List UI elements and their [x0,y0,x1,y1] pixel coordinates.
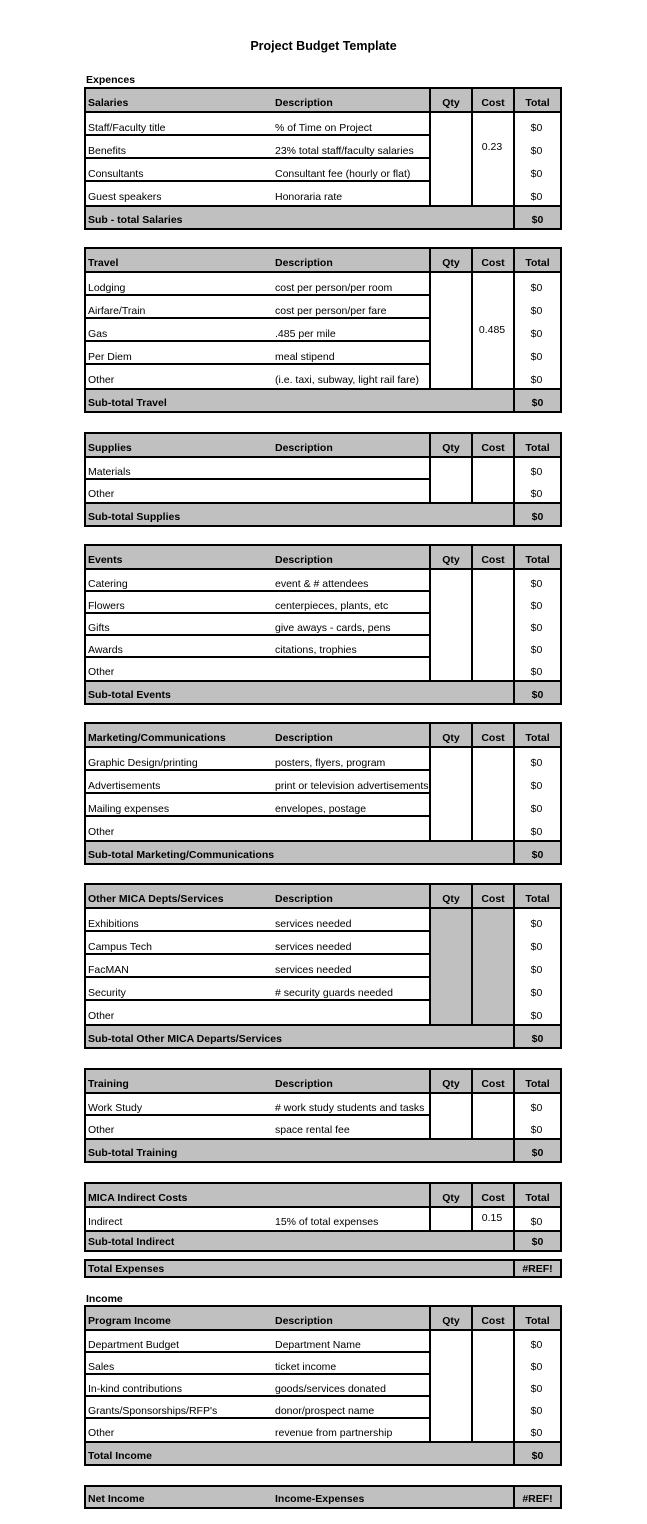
indirect-body [86,1208,560,1230]
events-subtotal-row [86,680,560,703]
subtotal-value: $0 [513,1140,560,1161]
table-row [86,794,560,817]
column-line [513,273,515,388]
row-cost [471,748,513,771]
row-total: $0 [530,941,543,953]
row-name: Staff/Faculty title [88,122,166,134]
row-total: $0 [530,1339,543,1351]
subtotal-value: $0 [513,1443,560,1464]
column-header-cost: Cost [471,885,513,907]
row-description: citations, trophies [275,644,357,656]
subtotal-value: $0 [513,207,560,228]
column-line [471,570,473,680]
column-header-description: Description [275,257,333,269]
row-name: Other [88,666,115,678]
row-description: event & # attendees [275,578,369,590]
column-header-cost: Cost [471,546,513,568]
row-cost [471,1001,513,1024]
row-name: Gifts [88,622,110,634]
row-name: Advertisements [88,780,161,792]
row-total: $0 [530,374,543,386]
row-name: Department Budget [88,1339,180,1351]
total-expenses-value: #REF! [513,1261,560,1276]
table-row [86,319,560,342]
column-header-description: Description [275,442,333,454]
travel-body [86,273,560,388]
column-header-description: Description [275,732,333,744]
subtotal-label: Sub-total Supplies [88,511,181,523]
mica_depts-body [86,909,560,1024]
travel-subtotal-row [86,388,560,411]
row-total: $0 [530,644,543,656]
row-total: $0 [530,1010,543,1022]
row-name: In-kind contributions [88,1383,182,1395]
column-header-cost: Cost [471,1184,513,1206]
table-row [86,771,560,794]
row-description: revenue from partnership [275,1427,393,1439]
table-row [86,458,560,480]
row-cost [471,365,513,388]
row-cost [471,658,513,680]
column-line [429,458,431,502]
net-income-label: Net Income [88,1493,145,1505]
row-total: $0 [530,666,543,678]
row-description: # work study students and tasks [275,1102,425,1114]
column-line [429,748,431,840]
subtotal-label: Sub-total Training [88,1147,178,1159]
column-header-total: Total [513,1070,560,1092]
row-total: $0 [530,803,543,815]
table-row [86,113,560,136]
row-name: Per Diem [88,351,132,363]
table-row [86,1419,560,1441]
row-cost [471,1375,513,1397]
total-expenses-row [84,1259,562,1278]
row-name: Sales [88,1361,115,1373]
row-description: posters, flyers, program [275,757,386,769]
row-total: $0 [530,964,543,976]
row-description: cost per person/per room [275,282,393,294]
row-cost [471,794,513,817]
column-line [429,570,431,680]
row-name: Benefits [88,145,126,157]
column-header-total: Total [513,724,560,746]
column-line [471,748,473,840]
column-header-description: Description [275,554,333,566]
section-header: Other MICA Depts/Services [88,893,224,905]
row-name: Indirect [88,1216,123,1228]
salaries-subtotal-row [86,205,560,228]
subtotal-label: Total Income [88,1450,152,1462]
column-header-total: Total [513,89,560,111]
salaries-header-row [86,89,560,113]
row-cost [471,1116,513,1138]
row-cost [471,342,513,365]
row-total: $0 [530,757,543,769]
column-header-total: Total [513,1184,560,1206]
row-name: Catering [88,578,128,590]
row-description: services needed [275,941,352,953]
marketing-subtotal-row [86,840,560,863]
row-cost [471,1397,513,1419]
table-row [86,1116,560,1138]
row-cost [471,614,513,636]
column-line [513,1094,515,1138]
subtotal-value: $0 [513,504,560,525]
net-income-value: #REF! [513,1487,560,1507]
training-table [84,1068,562,1163]
column-header-description: Description [275,97,333,109]
column-line [513,113,515,205]
row-description: Consultant fee (hourly or flat) [275,168,411,180]
column-header-cost: Cost [471,89,513,111]
column-line [471,1208,473,1230]
row-name: Other [88,374,115,386]
subtotal-label: Sub-total Events [88,689,171,701]
training-subtotal-row [86,1138,560,1161]
row-description: 15% of total expenses [275,1216,379,1228]
subtotal-value: $0 [513,390,560,411]
subtotal-label: Sub-total Other MICA Departs/Services [88,1033,282,1045]
table-row [86,136,560,159]
row-cost [471,592,513,614]
column-header-total: Total [513,249,560,271]
row-description: goods/services donated [275,1383,386,1395]
income-label: Income [86,1293,123,1305]
column-header-description: Description [275,893,333,905]
row-total: $0 [530,918,543,930]
row-cost [471,636,513,658]
column-line [429,909,431,1024]
subtotal-label: Sub-total Indirect [88,1236,175,1248]
subtotal-value: $0 [513,842,560,863]
column-header-qty: Qty [429,1307,471,1329]
row-name: Materials [88,466,131,478]
supplies-body [86,458,560,502]
table-row [86,1353,560,1375]
salaries-body [86,113,560,205]
row-cost [471,909,513,932]
events-header-row [86,546,560,570]
table-row [86,748,560,771]
column-header-qty: Qty [429,249,471,271]
column-line [429,273,431,388]
page-title: Project Budget Template [250,39,397,53]
table-row [86,614,560,636]
column-line [513,1331,515,1441]
row-name: Lodging [88,282,126,294]
row-name: Airfare/Train [88,305,146,317]
row-description: envelopes, postage [275,803,367,815]
mica_depts-subtotal-row [86,1024,560,1047]
row-cost [471,458,513,480]
column-header-total: Total [513,434,560,456]
row-total: $0 [530,578,543,590]
row-cost [471,113,513,136]
row-cost [471,771,513,794]
column-line [471,273,473,388]
column-header-qty: Qty [429,724,471,746]
row-total: $0 [530,305,543,317]
events-table [84,544,562,705]
training-header-row [86,1070,560,1094]
table-row [86,932,560,955]
row-description: # security guards needed [275,987,393,999]
row-total: $0 [530,122,543,134]
column-line [471,458,473,502]
mica_depts-header-row [86,885,560,909]
income-header-row [86,1307,560,1331]
supplies-header-row [86,434,560,458]
net-income-desc: Income-Expenses [275,1493,365,1505]
column-header-qty: Qty [429,1070,471,1092]
row-name: Gas [88,328,108,340]
subtotal-label: Sub - total Salaries [88,214,183,226]
column-line [471,1331,473,1441]
row-description: Honoraria rate [275,191,343,203]
row-name: Security [88,987,126,999]
row-cost [471,570,513,592]
section-header: Supplies [88,442,132,454]
table-row [86,296,560,319]
column-line [429,1094,431,1138]
column-header-total: Total [513,1307,560,1329]
table-row [86,480,560,502]
table-row [86,1094,560,1116]
row-name: Other [88,826,115,838]
table-row [86,342,560,365]
row-cost: 0.23 [481,140,503,153]
section-header: Events [88,554,123,566]
row-total: $0 [530,351,543,363]
row-cost [471,1419,513,1441]
table-row [86,592,560,614]
row-description: cost per person/per fare [275,305,387,317]
indirect-subtotal-row [86,1230,560,1250]
row-name: Other [88,488,115,500]
table-row [86,1331,560,1353]
column-header-cost: Cost [471,434,513,456]
column-line [471,909,473,1024]
row-description: services needed [275,964,352,976]
row-total: $0 [530,145,543,157]
table-row [86,658,560,680]
subtotal-value: $0 [513,1232,560,1250]
subtotal-label: Sub-total Marketing/Communications [88,849,275,861]
row-name: Flowers [88,600,125,612]
table-row [86,570,560,592]
row-total: $0 [530,1102,543,1114]
column-line [471,113,473,205]
row-name: Other [88,1124,115,1136]
travel-table [84,247,562,413]
row-description: (i.e. taxi, subway, light rail fare) [275,374,419,386]
row-cost [471,817,513,840]
row-description: space rental fee [275,1124,350,1136]
marketing-body [86,748,560,840]
row-description: give aways - cards, pens [275,622,391,634]
table-row [86,159,560,182]
row-name: Other [88,1010,115,1022]
row-description: .485 per mile [275,328,336,340]
table-row [86,1208,560,1230]
row-name: Awards [88,644,123,656]
table-row [86,365,560,388]
row-name: Guest speakers [88,191,162,203]
column-header-cost: Cost [471,1070,513,1092]
indirect-table [84,1182,562,1252]
row-description: print or television advertisements [275,780,429,792]
training-body [86,1094,560,1138]
column-header-qty: Qty [429,434,471,456]
row-cost: 0.15 [481,1212,503,1224]
column-line [429,1208,431,1230]
row-name: Grants/Sponsorships/RFP's [88,1405,218,1417]
section-header: Travel [88,257,119,269]
table-row [86,909,560,932]
travel-header-row [86,249,560,273]
row-cost [471,955,513,978]
column-header-qty: Qty [429,546,471,568]
expences-label: Expences [86,74,136,86]
table-row [86,955,560,978]
column-header-description: Description [275,1078,333,1090]
row-cost [471,159,513,182]
column-header-cost: Cost [471,249,513,271]
row-cost [471,182,513,205]
table-row [86,273,560,296]
row-cost [471,1331,513,1353]
row-description: % of Time on Project [275,122,372,134]
column-line [513,1208,515,1230]
income-table [84,1305,562,1466]
table-row [86,1001,560,1024]
row-total: $0 [530,1405,543,1417]
row-description: ticket income [275,1361,337,1373]
row-total: $0 [530,282,543,294]
table-row [86,978,560,1001]
row-cost [471,296,513,319]
column-header-total: Total [513,546,560,568]
row-description: centerpieces, plants, etc [275,600,389,612]
column-header-cost: Cost [471,724,513,746]
table-row [86,636,560,658]
column-line [429,113,431,205]
row-total: $0 [530,826,543,838]
income-subtotal-row [86,1441,560,1464]
row-total: $0 [530,488,543,500]
table-row [86,817,560,840]
events-body [86,570,560,680]
row-description: services needed [275,918,352,930]
marketing-header-row [86,724,560,748]
column-header-cost: Cost [471,1307,513,1329]
row-cost [471,932,513,955]
net-income-row [84,1485,562,1509]
row-total: $0 [530,622,543,634]
row-cost [471,480,513,502]
salaries-table [84,87,562,230]
income-body [86,1331,560,1441]
row-total: $0 [530,1361,543,1373]
column-header-qty: Qty [429,1184,471,1206]
column-line [513,458,515,502]
row-description: 23% total staff/faculty salaries [275,145,414,157]
column-line [513,570,515,680]
row-name: FacMAN [88,964,129,976]
row-cost [471,273,513,296]
supplies-subtotal-row [86,502,560,525]
row-total: $0 [530,328,543,340]
section-header: Marketing/Communications [88,732,226,744]
row-total: $0 [530,1216,543,1228]
column-header-total: Total [513,885,560,907]
column-header-description: Description [275,1315,333,1327]
subtotal-label: Sub-total Travel [88,397,167,409]
row-cost [471,1353,513,1375]
row-cost [471,978,513,1001]
row-total: $0 [530,168,543,180]
total-expenses-label: Total Expenses [88,1263,165,1275]
indirect-header-row [86,1184,560,1208]
row-total: $0 [530,466,543,478]
table-row [86,1375,560,1397]
table-row [86,182,560,205]
column-line [513,748,515,840]
column-header-qty: Qty [429,885,471,907]
mica_depts-table [84,883,562,1049]
row-total: $0 [530,1427,543,1439]
subtotal-value: $0 [513,682,560,703]
column-line [471,1094,473,1138]
marketing-table [84,722,562,865]
row-name: Exhibitions [88,918,139,930]
row-name: Other [88,1427,115,1439]
row-name: Campus Tech [88,941,153,953]
row-description: Department Name [275,1339,361,1351]
section-header: Training [88,1078,129,1090]
row-total: $0 [530,1124,543,1136]
row-description: donor/prospect name [275,1405,375,1417]
row-description: meal stipend [275,351,335,363]
row-cost [471,1094,513,1116]
subtotal-value: $0 [513,1026,560,1047]
row-name: Mailing expenses [88,803,170,815]
column-line [429,1331,431,1441]
table-row [86,1397,560,1419]
row-total: $0 [530,600,543,612]
row-cost: 0.485 [478,323,506,336]
column-header-qty: Qty [429,89,471,111]
section-header: Salaries [88,97,129,109]
row-name: Consultants [88,168,144,180]
row-name: Graphic Design/printing [88,757,198,769]
row-total: $0 [530,1383,543,1395]
row-total: $0 [530,191,543,203]
supplies-table [84,432,562,527]
section-header: MICA Indirect Costs [88,1192,188,1204]
section-header: Program Income [88,1315,171,1327]
row-total: $0 [530,780,543,792]
row-name: Work Study [88,1102,143,1114]
column-line [513,909,515,1024]
row-total: $0 [530,987,543,999]
